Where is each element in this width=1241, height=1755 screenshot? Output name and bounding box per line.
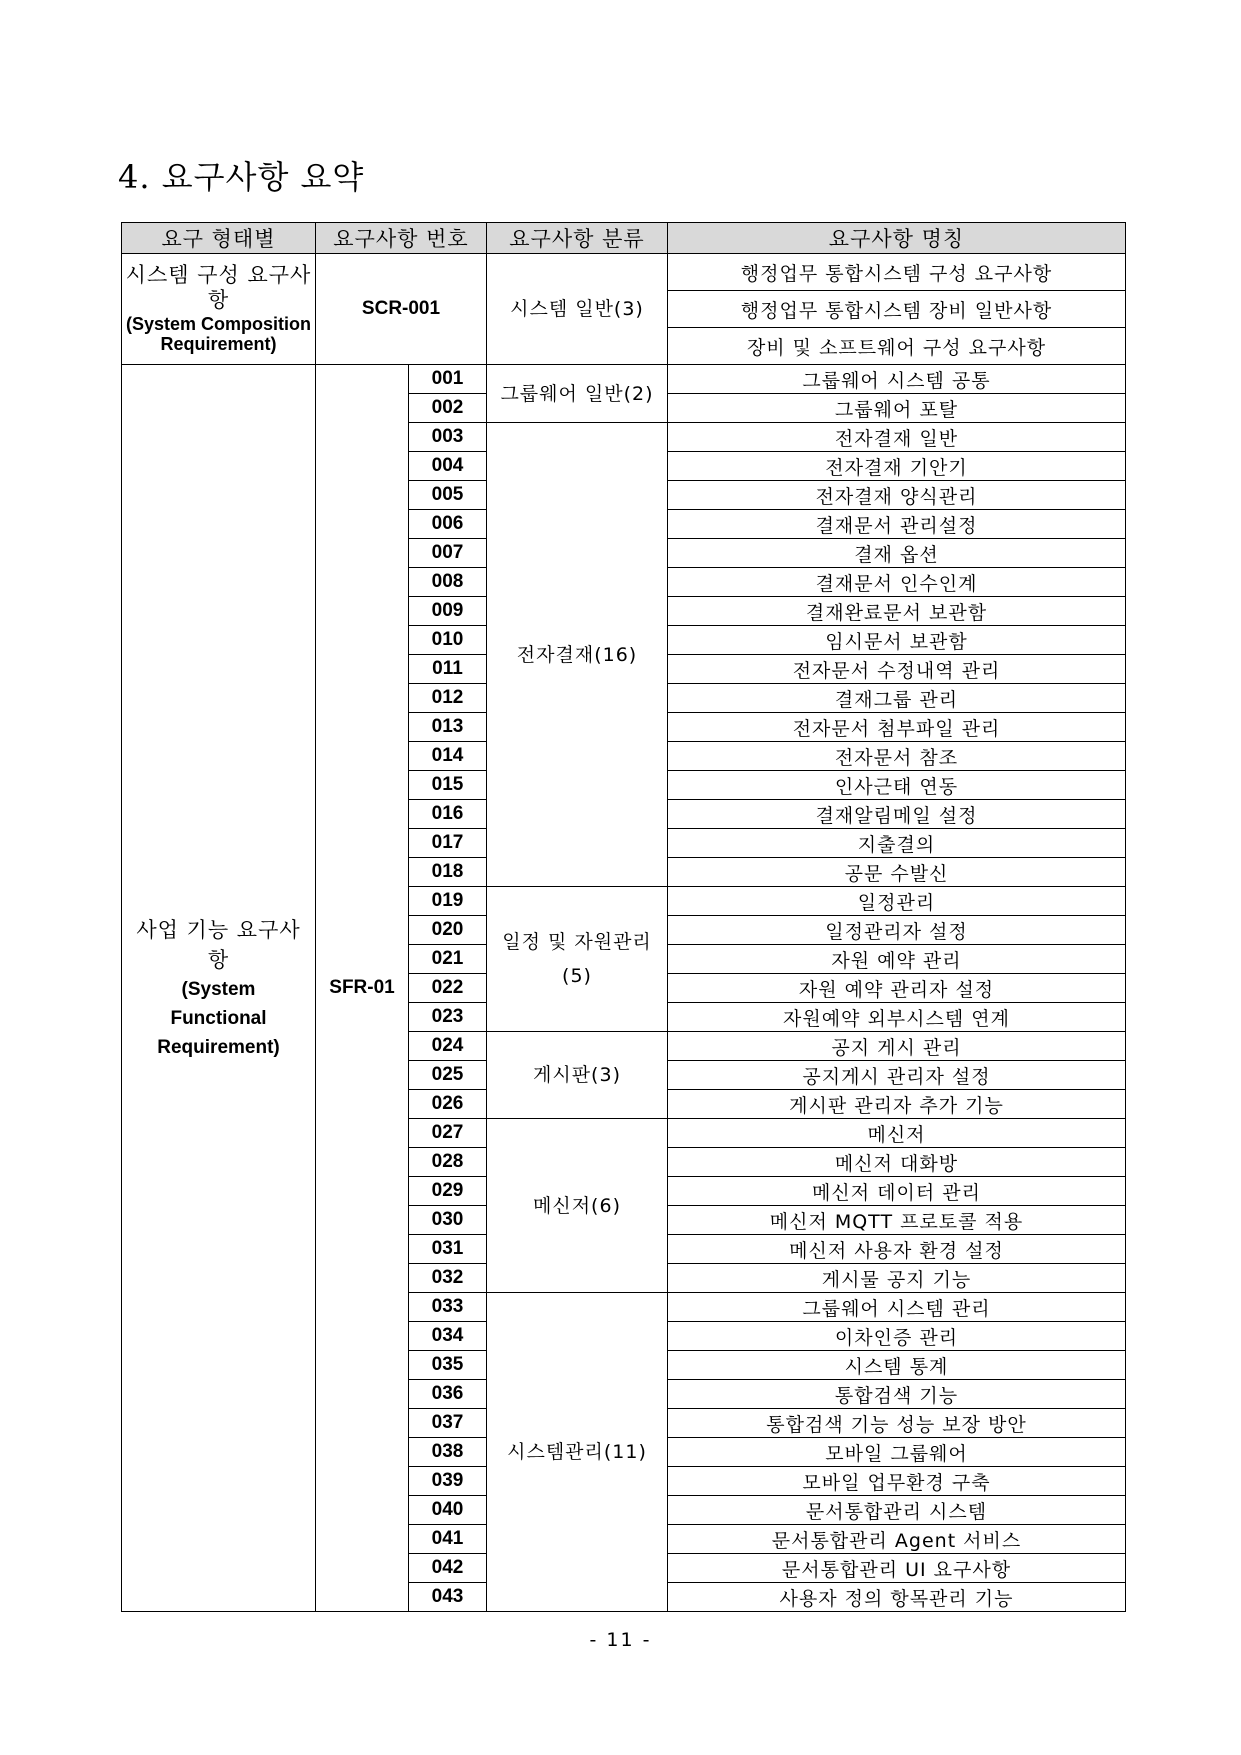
requirement-classification: 시스템관리(11): [487, 1293, 668, 1612]
requirement-name: 게시판 관리자 추가 기능: [668, 1090, 1126, 1119]
requirement-number: 007: [409, 539, 487, 568]
requirement-number: 002: [409, 394, 487, 423]
header-number: 요구사항 번호: [316, 223, 487, 254]
requirement-classification: 게시판(3): [487, 1032, 668, 1119]
requirement-name: 그룹웨어 시스템 관리: [668, 1293, 1126, 1322]
requirement-name: 인사근태 연동: [668, 771, 1126, 800]
requirement-name: 모바일 그룹웨어: [668, 1438, 1126, 1467]
requirement-number: 017: [409, 829, 487, 858]
requirement-name: 결재그룹 관리: [668, 684, 1126, 713]
requirement-name: 일정관리: [668, 887, 1126, 916]
requirement-name: 문서통합관리 시스템: [668, 1496, 1126, 1525]
requirement-number: 036: [409, 1380, 487, 1409]
requirement-number: 015: [409, 771, 487, 800]
requirement-name: 자원 예약 관리자 설정: [668, 974, 1126, 1003]
sfr-type-ko: 사업 기능 요구사항: [136, 917, 301, 972]
requirement-number: 041: [409, 1525, 487, 1554]
scr-type-ko: 시스템 구성 요구사항: [125, 263, 312, 313]
requirement-name: 문서통합관리 UI 요구사항: [668, 1554, 1126, 1583]
page-number: - 11 -: [589, 1629, 652, 1651]
requirement-number: 034: [409, 1322, 487, 1351]
requirement-number: 040: [409, 1496, 487, 1525]
table-header-row: [122, 223, 1126, 254]
requirement-number: 009: [409, 597, 487, 626]
scr-type-en: (System Composition Requirement): [125, 313, 312, 355]
requirement-name: 전자결재 일반: [668, 423, 1126, 452]
table-row: [122, 365, 1126, 394]
requirement-number: 021: [409, 945, 487, 974]
requirement-name: 결재알림메일 설정: [668, 800, 1126, 829]
requirement-classification: 전자결재(16): [487, 423, 668, 887]
requirement-number: 003: [409, 423, 487, 452]
scr-name: 장비 및 소프트웨어 구성 요구사항: [668, 328, 1126, 365]
requirement-number: 008: [409, 568, 487, 597]
requirement-name: 결재문서 인수인계: [668, 568, 1126, 597]
requirement-number: 006: [409, 510, 487, 539]
requirement-number: 019: [409, 887, 487, 916]
requirement-name: 문서통합관리 Agent 서비스: [668, 1525, 1126, 1554]
requirement-name: 공지게시 관리자 설정: [668, 1061, 1126, 1090]
header-name: 요구사항 명칭: [668, 223, 1126, 254]
requirement-name: 메신저 MQTT 프로토콜 적용: [668, 1206, 1126, 1235]
requirement-number: 026: [409, 1090, 487, 1119]
requirement-name: 사용자 정의 항목관리 기능: [668, 1583, 1126, 1612]
scr-classification: 시스템 일반(3): [487, 254, 668, 365]
requirement-name: 자원 예약 관리: [668, 945, 1126, 974]
requirement-number: 022: [409, 974, 487, 1003]
requirement-name: 임시문서 보관함: [668, 626, 1126, 655]
requirement-name: 공문 수발신: [668, 858, 1126, 887]
header-type: 요구 형태별: [122, 223, 316, 254]
requirement-classification: 그룹웨어 일반(2): [487, 365, 668, 423]
requirement-number: 042: [409, 1554, 487, 1583]
requirement-name: 결재완료문서 보관함: [668, 597, 1126, 626]
requirement-name: 통합검색 기능 성능 보장 방안: [668, 1409, 1126, 1438]
scr-name: 행정업무 통합시스템 구성 요구사항: [668, 254, 1126, 291]
requirement-name: 메신저: [668, 1119, 1126, 1148]
requirement-name: 게시물 공지 기능: [668, 1264, 1126, 1293]
requirement-number: 004: [409, 452, 487, 481]
requirement-name: 전자문서 수정내역 관리: [668, 655, 1126, 684]
requirement-number: 031: [409, 1235, 487, 1264]
requirement-number: 025: [409, 1061, 487, 1090]
table-body: [122, 254, 1126, 1612]
requirement-name: 전자결재 양식관리: [668, 481, 1126, 510]
requirement-number: 038: [409, 1438, 487, 1467]
requirement-number: 014: [409, 742, 487, 771]
requirement-name: 결재 옵션: [668, 539, 1126, 568]
requirement-number: 043: [409, 1583, 487, 1612]
section-title: 4. 요구사항 요약: [118, 158, 365, 196]
requirement-number: 028: [409, 1148, 487, 1177]
requirement-number: 016: [409, 800, 487, 829]
requirement-name: 전자문서 첨부파일 관리: [668, 713, 1126, 742]
requirement-number: 013: [409, 713, 487, 742]
requirement-number: 039: [409, 1467, 487, 1496]
requirement-number: 001: [409, 365, 487, 394]
requirement-number: 029: [409, 1177, 487, 1206]
requirement-classification: 메신저(6): [487, 1119, 668, 1293]
requirement-number: 018: [409, 858, 487, 887]
requirement-number: 027: [409, 1119, 487, 1148]
requirement-name: 통합검색 기능: [668, 1380, 1126, 1409]
requirement-classification: 일정 및 자원관리 (5): [487, 887, 668, 1032]
requirement-number: 020: [409, 916, 487, 945]
table-row: [122, 254, 1126, 291]
requirement-name: 일정관리자 설정: [668, 916, 1126, 945]
requirement-name: 공지 게시 관리: [668, 1032, 1126, 1061]
requirement-number: 035: [409, 1351, 487, 1380]
requirement-number: 033: [409, 1293, 487, 1322]
requirement-name: 전자문서 참조: [668, 742, 1126, 771]
requirement-number: 030: [409, 1206, 487, 1235]
requirement-number: 023: [409, 1003, 487, 1032]
requirements-summary-table: [121, 222, 1126, 1612]
scr-type-cell: [122, 254, 316, 365]
requirement-name: 메신저 사용자 환경 설정: [668, 1235, 1126, 1264]
requirement-number: 037: [409, 1409, 487, 1438]
sfr-type-en: (System Functional Requirement): [157, 978, 280, 1058]
requirement-number: 011: [409, 655, 487, 684]
scr-name: 행정업무 통합시스템 장비 일반사항: [668, 291, 1126, 328]
requirement-name: 지출결의: [668, 829, 1126, 858]
requirement-number: 005: [409, 481, 487, 510]
requirement-number: 010: [409, 626, 487, 655]
requirement-name: 전자결재 기안기: [668, 452, 1126, 481]
requirement-number: 012: [409, 684, 487, 713]
requirement-name: 모바일 업무환경 구축: [668, 1467, 1126, 1496]
requirement-name: 결재문서 관리설정: [668, 510, 1126, 539]
header-classification: 요구사항 분류: [487, 223, 668, 254]
sfr-code: SFR-01: [316, 365, 409, 1612]
requirement-name: 그룹웨어 포탈: [668, 394, 1126, 423]
requirement-name: 이차인증 관리: [668, 1322, 1126, 1351]
requirement-name: 그룹웨어 시스템 공통: [668, 365, 1126, 394]
scr-code: SCR-001: [316, 254, 487, 365]
requirement-name: 자원예약 외부시스템 연계: [668, 1003, 1126, 1032]
requirement-name: 메신저 대화방: [668, 1148, 1126, 1177]
requirement-number: 024: [409, 1032, 487, 1061]
requirement-name: 메신저 데이터 관리: [668, 1177, 1126, 1206]
sfr-type-cell: [122, 365, 316, 1612]
requirement-name: 시스템 통계: [668, 1351, 1126, 1380]
requirement-number: 032: [409, 1264, 487, 1293]
